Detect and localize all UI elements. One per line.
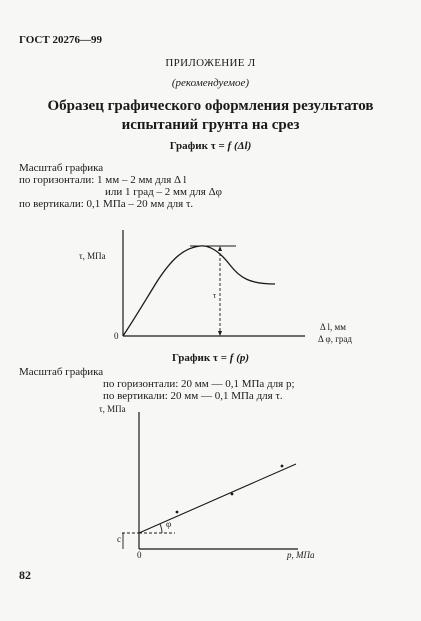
graph2-title-func: f (p): [229, 352, 250, 364]
graph2-title-prefix: График τ =: [171, 352, 230, 364]
graph2-phi-arc: [160, 524, 162, 533]
graph1-tau-label: τ: [213, 291, 217, 300]
graph2-regression-line: [139, 464, 296, 533]
standard-header: ГОСТ 20276—99: [19, 34, 102, 46]
graph2-data-point: [176, 511, 179, 514]
graph2-phi-label: φ: [166, 519, 172, 529]
title-line-1: Образец графического оформления результатов: [47, 98, 374, 114]
graph2-scale-vertical: по вертикали: 20 мм — 0,1 МПа для τ.: [103, 390, 283, 402]
graph1-scale-horizontal: по горизонтали: 1 мм – 2 мм для Δ l: [19, 174, 187, 186]
title-line-2: испытаний грунта на срез: [121, 117, 300, 133]
graph1-scale-header: Масштаб графика: [19, 162, 104, 174]
graph1-arrow-top: [218, 246, 222, 251]
graph1-title-func: f (Δl): [227, 140, 252, 152]
graph1-x-axis-label-1: Δ l, мм: [320, 322, 346, 332]
graph1-y-axis-label: τ, МПа: [79, 251, 106, 261]
graph1-arrow-bottom: [218, 331, 222, 336]
graph1-scale-vertical: по вертикали: 0,1 МПа – 20 мм для τ.: [19, 198, 194, 210]
graph2-data-point: [281, 465, 284, 468]
graph2-origin-label: 0: [137, 550, 142, 560]
graph2-data-point: [231, 493, 234, 496]
page-number: 82: [19, 568, 31, 582]
graph1-curve: [123, 246, 275, 336]
graph2-title: [0, 352, 421, 364]
graph1-x-axis-label-2: Δ φ, град: [318, 334, 353, 344]
graph1-scale-horizontal-alt: или 1 град – 2 мм для Δφ: [105, 186, 222, 198]
appendix-label: ПРИЛОЖЕНИЕ Л: [165, 57, 256, 69]
graph1-origin-label: 0: [114, 331, 119, 341]
graph2-scale-header: Масштаб графика: [19, 366, 104, 378]
graph1-title-prefix: График τ =: [169, 140, 228, 152]
graph2-y-axis-label: τ, МПа: [99, 404, 126, 414]
graph2-c-label: c: [117, 534, 121, 544]
graph2-x-axis-label: p, МПа: [287, 550, 315, 560]
appendix-note: (рекомендуемое): [171, 77, 250, 89]
graph2-scale-horizontal: по горизонтали: 20 мм — 0,1 МПа для p;: [103, 378, 295, 390]
